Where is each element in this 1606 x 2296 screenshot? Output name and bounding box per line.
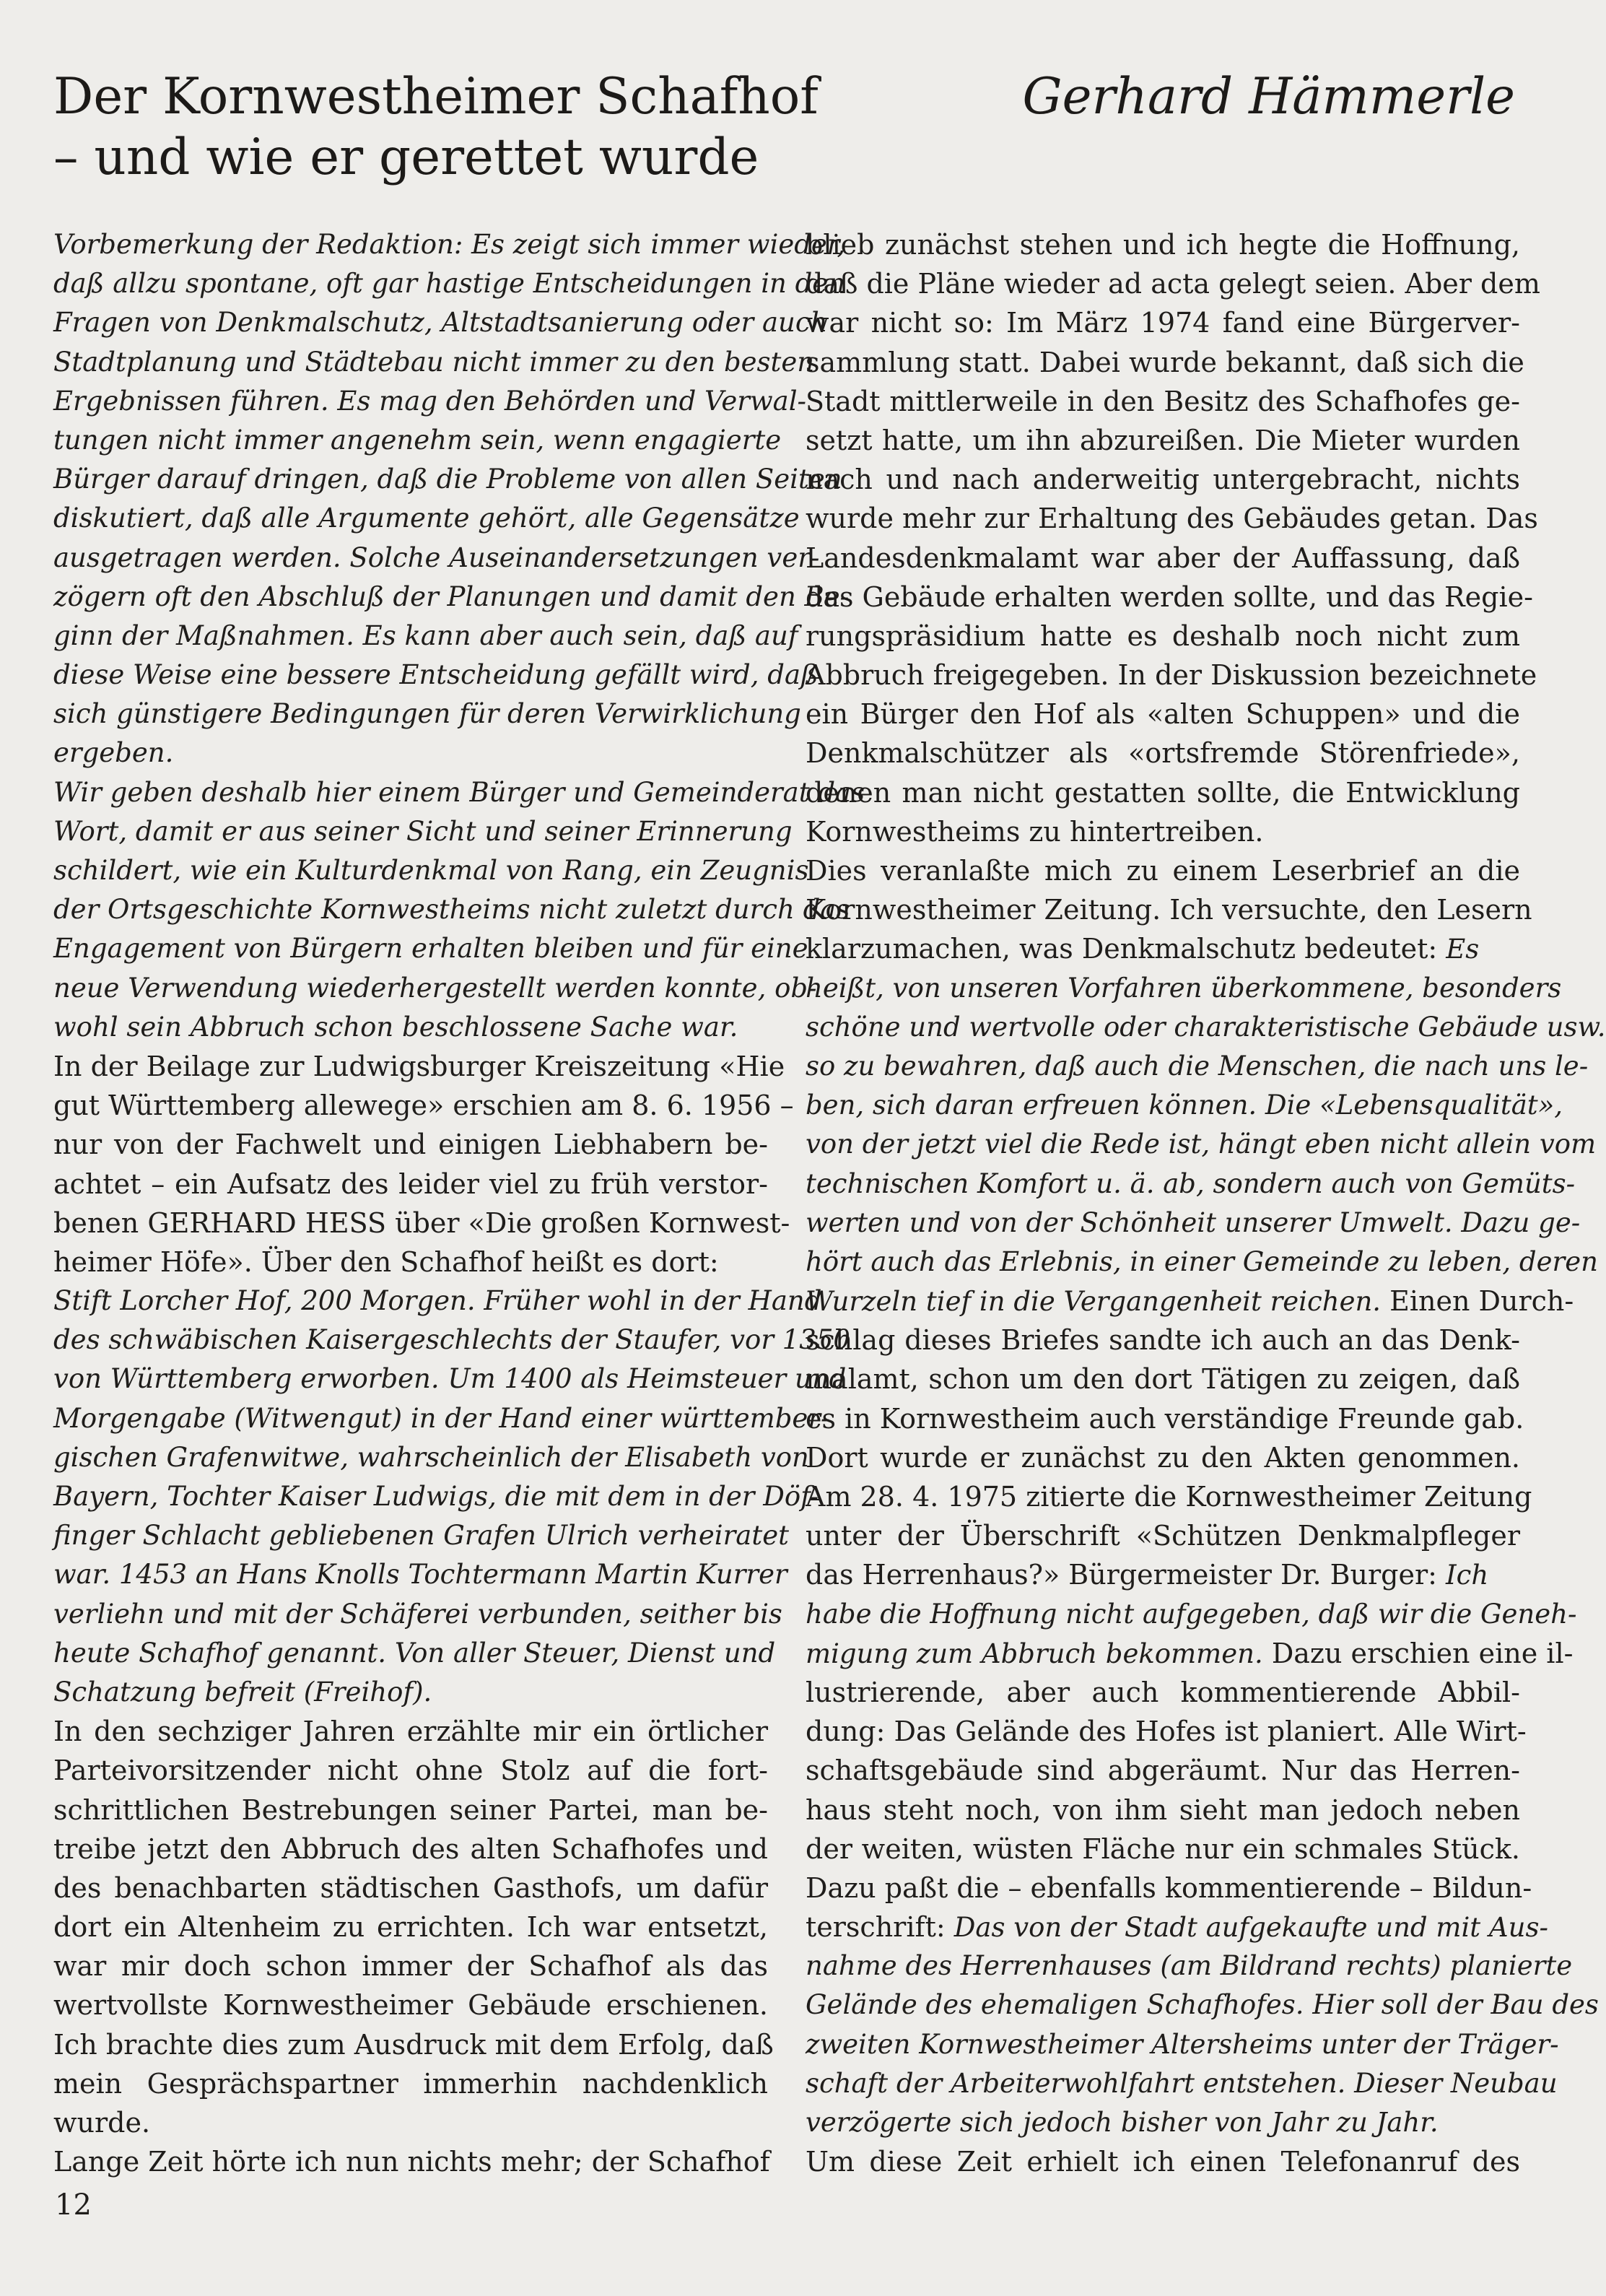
text-line: In den sechziger Jahren erzählte mir ein örtlicher [53,1716,768,1748]
text-line: setzt hatte, um ihn abzureißen. Die Mieter wurden [806,424,1520,456]
text-line: Lange Zeit hörte ich nun nichts mehr; der Schafhof [53,2146,770,2178]
text-line: Kornwestheimer Zeitung. Ich versuchte, den Lesern [806,894,1532,926]
text-line: dort ein Altenheim zu errichten. Ich war entsetzt, [53,1911,768,1944]
text-line: Wort, damit er aus seiner Sicht und seiner Erinnerung [53,815,793,847]
text-line: malamt, schon um den dort Tätigen zu zeigen, daß [806,1363,1520,1396]
text-line: haus steht noch, von ihm sieht man jedoch neben [806,1793,1520,1826]
text-line: wurde. [53,2107,151,2139]
text-line: schrittlichen Bestrebungen seiner Partei, man be- [53,1793,768,1826]
text-line: Fragen von Denkmalschutz, Altstadtsanierung oder auch [53,307,828,339]
text-line: wohl sein Abbruch schon beschlossene Sache war. [53,1011,738,1043]
text-line: finger Schlacht gebliebenen Grafen Ulrich verheiratet [53,1520,789,1552]
text-line: tungen nicht immer angenehm sein, wenn engagierte [53,424,782,456]
text-line: schlag dieses Briefes sandte ich auch an das Denk- [806,1324,1520,1357]
text-line: von der jetzt viel die Rede ist, hängt eben nicht allein vom [806,1129,1597,1160]
text-line: Morgengabe (Witwengut) in der Hand einer württember- [53,1402,830,1434]
text-line: schaft der Arbeiterwohlfahrt entstehen. Dieser Neubau [806,2067,1558,2099]
text-line: ergeben. [53,737,174,769]
text-line: gischen Grafenwitwe, wahrscheinlich der Elisabeth von [53,1441,809,1473]
text-line: daß allzu spontane, oft gar hastige Entscheidungen in den [53,268,846,300]
article-title [53,66,819,188]
text-line: es in Kornwestheim auch verständige Freunde gab. [806,1402,1524,1435]
text-line: werten und von der Schönheit unserer Umwelt. Dazu ge- [806,1206,1581,1238]
text-line: wurde mehr zur Erhaltung des Gebäudes getan. Das [806,503,1538,535]
italic-run: Das von der Stadt aufgekaufte und mit Aus- [953,1912,1548,1944]
text-line: so zu bewahren, daß auch die Menschen, die nach uns le- [806,1050,1589,1082]
text-line: treibe jetzt den Abbruch des alten Schafhofes und [53,1832,768,1865]
text-line: dung: Das Gelände des Hofes ist planiert. Alle Wirt- [806,1716,1527,1748]
text-line: verzögerte sich jedoch bisher von Jahr zu Jahr. [806,2107,1439,2138]
text-line: Schatzung befreit (Freihof). [53,1676,432,1708]
text-line: zweiten Kornwestheimer Altersheims unter der Träger- [806,2028,1559,2060]
text-line: technischen Komfort u. ä. ab, sondern auch von Gemüts- [806,1167,1576,1199]
text-line: Um diese Zeit erhielt ich einen Telefonanruf des [806,2146,1520,2178]
text-line: Wir geben deshalb hier einem Bürger und Gemeinderat das [53,776,865,808]
text-line: Dort wurde er zunächst zu den Akten genommen. [806,1441,1520,1474]
text-line: Kornwestheims zu hintertreiben. [806,815,1264,848]
text-run: das Herrenhaus?» Bürgermeister Dr. Burger: [806,1559,1446,1591]
text-line: diese Weise eine bessere Entscheidung gefällt wird, daß [53,659,819,691]
title-line-1: Der Kornwestheimer Schafhof [53,68,819,126]
text-line: verliehn und mit der Schäferei verbunden, seither bis [53,1598,782,1630]
text-line: des schwäbischen Kaisergeschlechts der Staufer, vor 1350 [53,1324,850,1356]
text-line: unter der Überschrift «Schützen Denkmalpfleger [806,1520,1520,1552]
text-line: mein Gesprächspartner immerhin nachdenklich [53,2067,768,2100]
text-line: lustrierende, aber auch kommentierende Abbil- [806,1676,1520,1708]
text-line: Bayern, Tochter Kaiser Ludwigs, die mit dem in der Döf- [53,1481,819,1512]
text-line: nach und nach anderweitig untergebracht, nichts [806,464,1520,496]
text-line: schöne und wertvolle oder charakteristische Gebäude usw. [806,1011,1606,1043]
right-column [806,225,1606,2181]
left-column [53,225,865,2181]
text-line: benen GERHARD HESS über «Die großen Kornwest- [53,1206,790,1239]
text-line: Ich brachte dies zum Ausdruck mit dem Erfolg, daß [53,2028,774,2061]
text-line: nur von der Fachwelt und einigen Liebhabern be- [53,1129,768,1161]
text-line: Engagement von Bürgern erhalten bleiben und für eine [53,933,808,965]
text-line [806,1555,1520,1594]
text-line: war nicht so: Im März 1974 fand eine Bürgerver- [806,307,1520,339]
text-line: wertvollste Kornwestheimer Gebäude erschienen. [53,1989,768,2022]
text-line: Stift Lorcher Hof, 200 Morgen. Früher wohl in der Hand [53,1285,822,1317]
text-line: Parteivorsitzender nicht ohne Stolz auf die fort- [53,1754,768,1787]
text-line: Stadt mittlerweile in den Besitz des Schafhofes ge- [806,385,1520,417]
page-number: 12 [55,2188,92,2222]
text-line [806,1282,1574,1321]
text-line [806,1634,1574,1673]
text-line [806,929,1520,968]
text-line: schildert, wie ein Kulturdenkmal von Rang, ein Zeugnis [53,855,809,886]
text-line: Abbruch freigegeben. In der Diskussion bezeichnete [806,659,1537,692]
italic-run: Es [1446,934,1480,965]
text-line: Ergebnissen führen. Es mag den Behörden und Verwal- [53,385,807,417]
text-run: Dazu erschien eine il- [1262,1637,1574,1669]
text-line: In der Beilage zur Ludwigsburger Kreiszeitung «Hie [53,1050,785,1082]
text-line: Landesdenkmalamt war aber der Auffassung, daß [806,542,1520,574]
text-line: der Ortsgeschichte Kornwestheims nicht zuletzt durch das [53,894,850,926]
text-line: Stadtplanung und Städtebau nicht immer zu den besten [53,346,815,378]
text-line: Gelände des ehemaligen Schafhofes. Hier soll der Bau des [806,1989,1599,2021]
text-line: Am 28. 4. 1975 zitierte die Kornwestheimer Zeitung [806,1481,1532,1513]
text-line: ausgetragen werden. Solche Auseinandersetzungen ver- [53,542,820,573]
text-line: war. 1453 an Hans Knolls Tochtermann Martin Kurrer [53,1559,787,1591]
text-line: neue Verwendung wiederhergestellt werden konnte, ob- [53,972,817,1004]
text-line: sammlung statt. Dabei wurde bekannt, daß sich die [806,346,1524,378]
text-line: der weiten, wüsten Fläche nur ein schmales Stück. [806,1832,1520,1865]
text-line: das Gebäude erhalten werden sollte, und das Regie- [806,580,1533,613]
text-line: schaftsgebäude sind abgeräumt. Nur das Herren- [806,1754,1520,1787]
italic-run: migung zum Abbruch bekommen. [806,1638,1263,1669]
italic-run: Wurzeln tief in die Vergangenheit reichen. [806,1286,1382,1318]
text-line: Denkmalschützer als «ortsfremde Störenfriede», [806,737,1520,770]
text-line: sich günstigere Bedingungen für deren Verwirklichung [53,698,801,730]
text-line: war mir doch schon immer der Schafhof als das [53,1950,768,1983]
text-line: gut Württemberg allewege» erschien am 8. 6. 1956 – [53,1090,794,1122]
text-line: heimer Höfe». Über den Schafhof heißt es dort: [53,1245,719,1278]
author-name: Gerhard Hämmerle [1022,68,1515,126]
text-run: Einen Durch- [1381,1285,1574,1318]
text-line: Dies veranlaßte mich zu einem Leserbrief an die [806,855,1520,887]
text-line: ben, sich daran erfreuen können. Die «Lebensqualität», [806,1090,1563,1121]
text-line: heute Schafhof genannt. Von aller Steuer, Dienst und [53,1637,776,1669]
text-line: diskutiert, daß alle Argumente gehört, alle Gegensätze [53,503,800,534]
text-line: nahme des Herrenhauses (am Bildrand rechts) planierte [806,1950,1573,1982]
italic-run: Ich [1446,1560,1489,1591]
text-line: ein Bürger den Hof als «alten Schuppen» und die [806,698,1520,731]
text-line: daß die Pläne wieder ad acta gelegt seien. Aber dem [806,268,1540,300]
text-line: von Württemberg erworben. Um 1400 als Heimsteuer und [53,1363,847,1395]
text-line: Bürger darauf dringen, daß die Probleme von allen Seiten [53,464,842,495]
text-line: hört auch das Erlebnis, in einer Gemeinde zu leben, deren [806,1245,1598,1277]
text-line [806,1908,1548,1947]
text-run: klarzumachen, was Denkmalschutz bedeutet: [806,933,1446,965]
text-line: Vorbemerkung der Redaktion: Es zeigt sich immer wieder, [53,229,846,260]
text-line: des benachbarten städtischen Gasthofs, um dafür [53,1871,768,1904]
text-line: habe die Hoffnung nicht aufgegeben, daß wir die Geneh- [806,1598,1577,1630]
title-line-2: – und wie er gerettet wurde [53,129,759,186]
text-line: blieb zunächst stehen und ich hegte die Hoffnung, [806,229,1520,261]
text-line: ginn der Maßnahmen. Es kann aber auch sein, daß auf [53,619,798,651]
text-line: zögern oft den Abschluß der Planungen und damit den Be- [53,580,850,612]
text-line: rungspräsidium hatte es deshalb noch nicht zum [806,619,1520,652]
text-line: Dazu paßt die – ebenfalls kommentierende – Bildun- [806,1871,1532,1904]
text-run: terschrift: [806,1911,954,1944]
text-line: denen man nicht gestatten sollte, die Entwicklung [806,776,1520,809]
text-line: achtet – ein Aufsatz des leider viel zu früh verstor- [53,1167,768,1200]
text-line: heißt, von unseren Vorfahren überkommene, besonders [806,972,1562,1004]
